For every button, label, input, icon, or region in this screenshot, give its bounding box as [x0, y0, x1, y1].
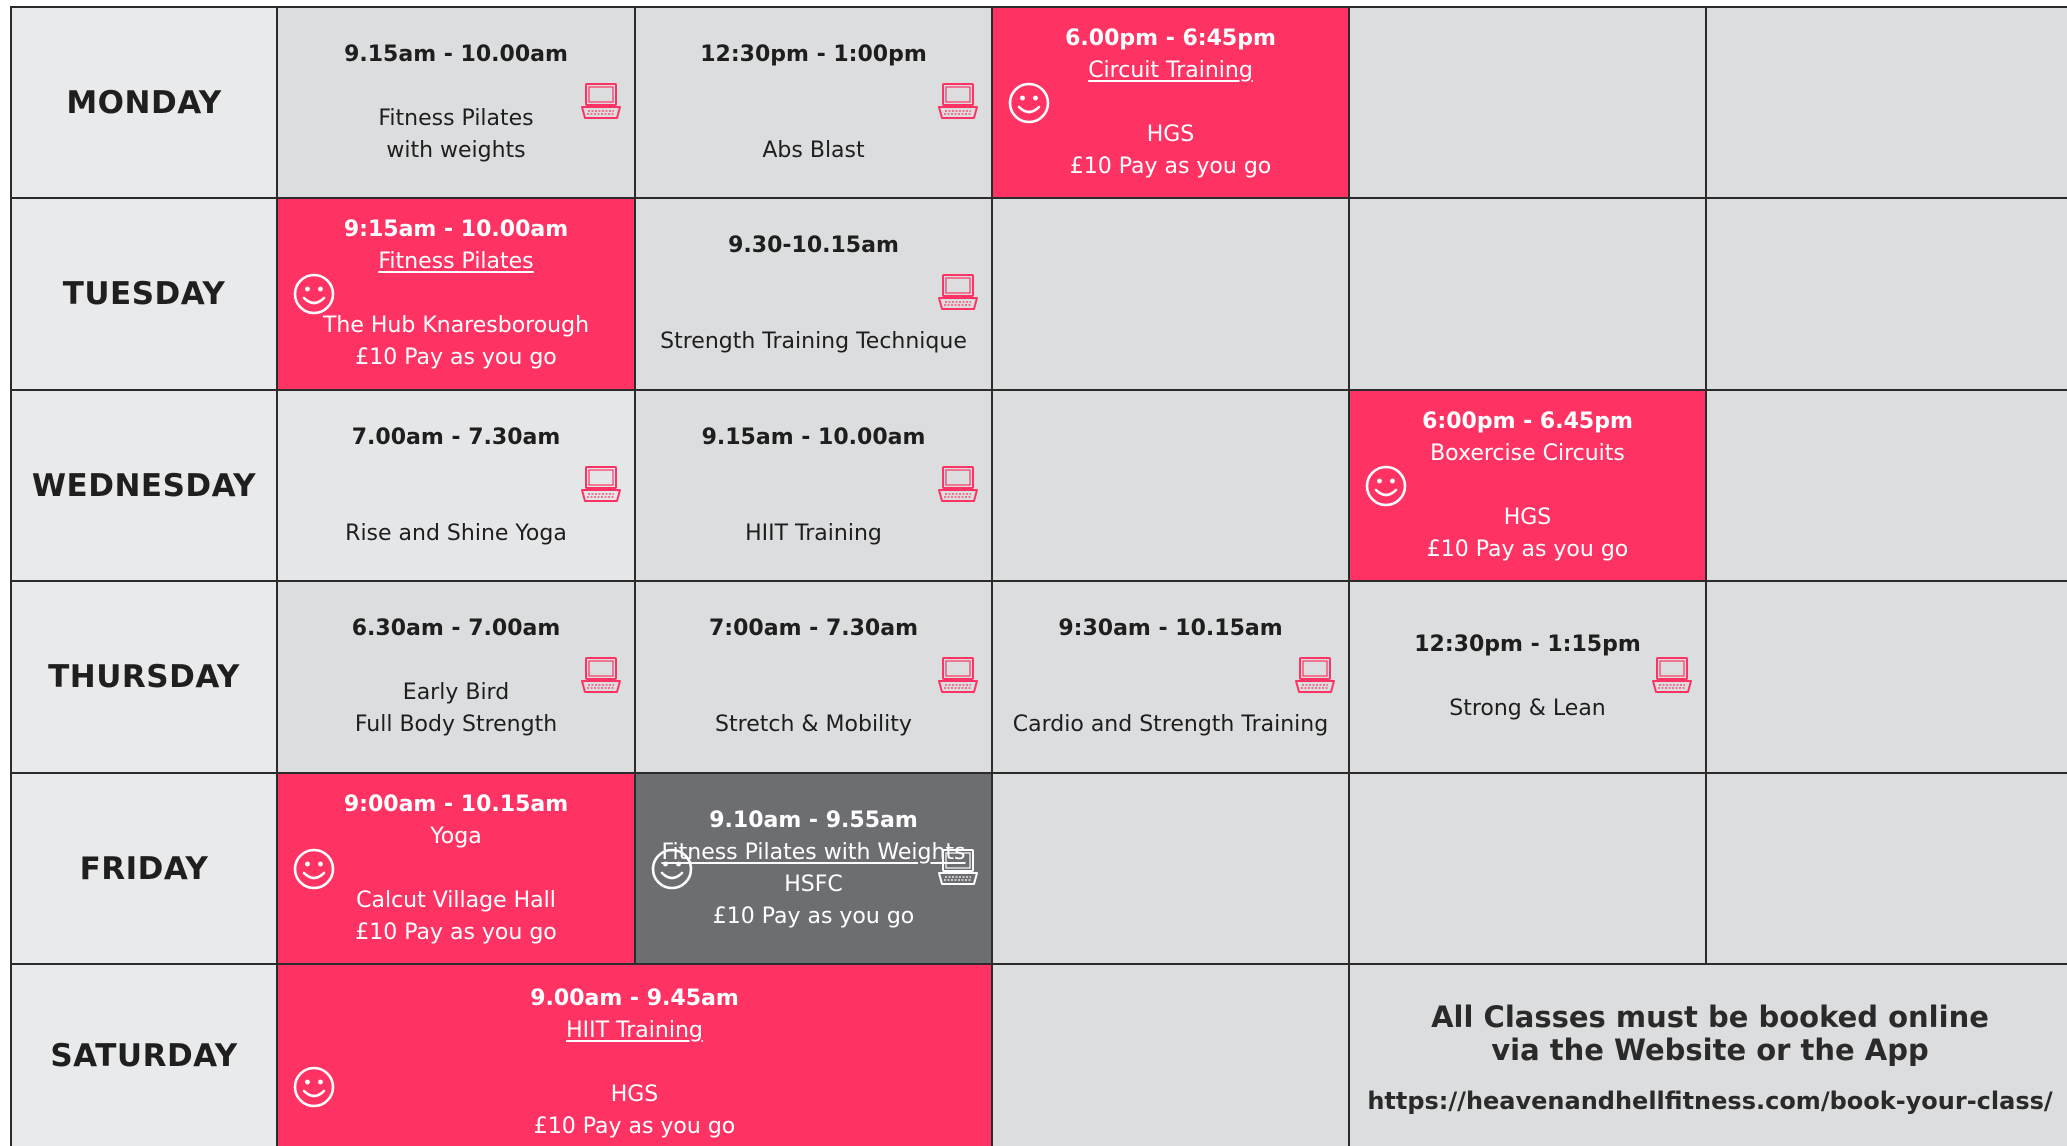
empty-cell — [993, 199, 1348, 389]
class-cell-saturday-hiit[interactable] — [278, 965, 991, 1146]
class-time: 6.00pm - 6:45pm — [1065, 25, 1276, 51]
class-venue: Calcut Village Hall — [356, 887, 556, 913]
day-cell-monday — [12, 8, 276, 197]
class-name: HIIT Training — [745, 520, 882, 546]
class-name: Boxercise Circuits — [1430, 440, 1625, 466]
class-cell-thursday-stretch[interactable] — [636, 582, 991, 772]
laptop-icon — [580, 464, 622, 504]
laptop-icon — [580, 655, 622, 695]
class-time: 9:00am - 10.15am — [343, 791, 569, 817]
day-cell-thursday — [12, 582, 276, 772]
class-price: £10 Pay as you go — [533, 1114, 736, 1139]
booking-notice-heading: All Classes must be booked online — [1431, 1000, 1989, 1034]
class-cell-wednesday-yoga[interactable] — [278, 391, 634, 580]
empty-cell — [1350, 774, 1705, 963]
day-label-tuesday: TUESDAY — [62, 276, 226, 312]
class-price: £10 Pay as you go — [1069, 153, 1272, 179]
empty-cell — [993, 391, 1348, 580]
class-cell-friday-yoga[interactable] — [278, 774, 634, 963]
class-booking-link[interactable]: Fitness Pilates — [378, 249, 534, 274]
booking-notice — [1350, 965, 2067, 1146]
class-time: 9:15am - 10.00am — [343, 217, 569, 242]
class-name: Stretch & Mobility — [715, 712, 912, 737]
laptop-icon — [937, 464, 979, 504]
class-cell-wednesday-boxercise[interactable] — [1350, 391, 1705, 580]
laptop-icon — [937, 655, 979, 695]
class-name: Strength Training Technique — [660, 329, 967, 354]
class-cell-thursday-early-bird[interactable] — [278, 582, 634, 772]
empty-cell — [993, 774, 1348, 963]
class-time: 9.30-10.15am — [728, 233, 899, 258]
class-booking-link[interactable]: Fitness Pilates with Weights — [661, 839, 966, 865]
class-timetable — [10, 6, 2067, 1146]
day-cell-tuesday — [12, 199, 276, 389]
empty-cell — [1707, 582, 2067, 772]
smiley-icon — [292, 847, 336, 891]
day-label-thursday: THURSDAY — [48, 659, 240, 695]
class-name: Rise and Shine Yoga — [345, 520, 567, 546]
class-time: 6:00pm - 6.45pm — [1422, 408, 1633, 434]
empty-cell — [1707, 8, 2067, 197]
day-label-saturday: SATURDAY — [50, 1037, 238, 1074]
empty-cell — [1707, 774, 2067, 963]
smiley-icon — [292, 272, 336, 316]
class-booking-link[interactable]: Circuit Training — [1088, 57, 1253, 83]
class-price: £10 Pay as you go — [1426, 536, 1629, 562]
class-name: Fitness Pilates — [378, 105, 534, 131]
laptop-icon — [937, 81, 979, 121]
class-name: Abs Blast — [762, 137, 865, 163]
class-venue: HSFC — [784, 871, 843, 897]
laptop-icon — [937, 272, 979, 312]
smiley-icon — [292, 1065, 336, 1109]
laptop-icon — [1651, 655, 1693, 695]
day-label-friday: FRIDAY — [79, 850, 209, 887]
class-cell-wednesday-hiit[interactable] — [636, 391, 991, 580]
class-name: Yoga — [430, 823, 482, 849]
smiley-icon — [650, 847, 694, 891]
class-cell-thursday-strong-lean[interactable] — [1350, 582, 1705, 772]
day-label-wednesday: WEDNESDAY — [31, 467, 257, 504]
class-time: 9.15am - 10.00am — [701, 424, 926, 450]
day-cell-saturday — [12, 965, 276, 1146]
day-label-monday: MONDAY — [66, 84, 222, 121]
laptop-icon — [1294, 655, 1336, 695]
class-price: £10 Pay as you go — [712, 903, 915, 929]
class-name: Early Bird — [402, 680, 510, 705]
empty-cell — [1707, 199, 2067, 389]
empty-cell — [993, 965, 1348, 1146]
smiley-icon — [1364, 464, 1408, 508]
class-cell-friday-fitness-pilates[interactable] — [636, 774, 991, 963]
class-time: 12:30pm - 1:15pm — [1414, 632, 1641, 657]
booking-url-link[interactable]: https://heavenandhellfitness.com/book-your-class/ — [1367, 1087, 2053, 1115]
class-venue: HGS — [1146, 121, 1195, 147]
smiley-icon — [1007, 81, 1051, 125]
laptop-icon — [937, 847, 979, 887]
class-name-line2: Full Body Strength — [354, 712, 558, 737]
class-name: Cardio and Strength Training — [1012, 712, 1329, 737]
class-time: 9:30am - 10.15am — [1058, 616, 1283, 641]
day-cell-wednesday — [12, 391, 276, 580]
class-booking-link[interactable]: HIIT Training — [566, 1018, 703, 1043]
empty-cell — [1350, 8, 1705, 197]
class-cell-monday-abs-blast[interactable] — [636, 8, 991, 197]
empty-cell — [1350, 199, 1705, 389]
class-time: 7:00am - 7.30am — [709, 616, 918, 641]
class-cell-tuesday-fitness-pilates[interactable] — [278, 199, 634, 389]
class-time: 6.30am - 7.00am — [351, 616, 561, 641]
class-cell-monday-fitness-pilates[interactable] — [278, 8, 634, 197]
class-name: Strong & Lean — [1449, 696, 1606, 721]
class-time: 9.15am - 10.00am — [344, 41, 568, 67]
class-cell-monday-circuit-training[interactable] — [993, 8, 1348, 197]
day-cell-friday — [12, 774, 276, 963]
class-time: 12:30pm - 1:00pm — [700, 41, 927, 67]
class-venue: The Hub Knaresborough — [322, 313, 590, 338]
class-venue: HGS — [610, 1082, 659, 1107]
empty-cell — [1707, 391, 2067, 580]
booking-notice-heading-line2: via the Website or the App — [1491, 1033, 1929, 1067]
class-cell-tuesday-strength-training[interactable] — [636, 199, 991, 389]
class-time: 7.00am - 7.30am — [351, 424, 561, 450]
class-price: £10 Pay as you go — [355, 345, 557, 370]
class-cell-thursday-cardio[interactable] — [993, 582, 1348, 772]
class-name-line2: with weights — [386, 137, 526, 163]
class-price: £10 Pay as you go — [355, 919, 557, 945]
class-time: 9.10am - 9.55am — [709, 807, 918, 833]
laptop-icon — [580, 81, 622, 121]
class-venue: HGS — [1503, 504, 1552, 530]
class-time: 9.00am - 9.45am — [530, 986, 739, 1011]
